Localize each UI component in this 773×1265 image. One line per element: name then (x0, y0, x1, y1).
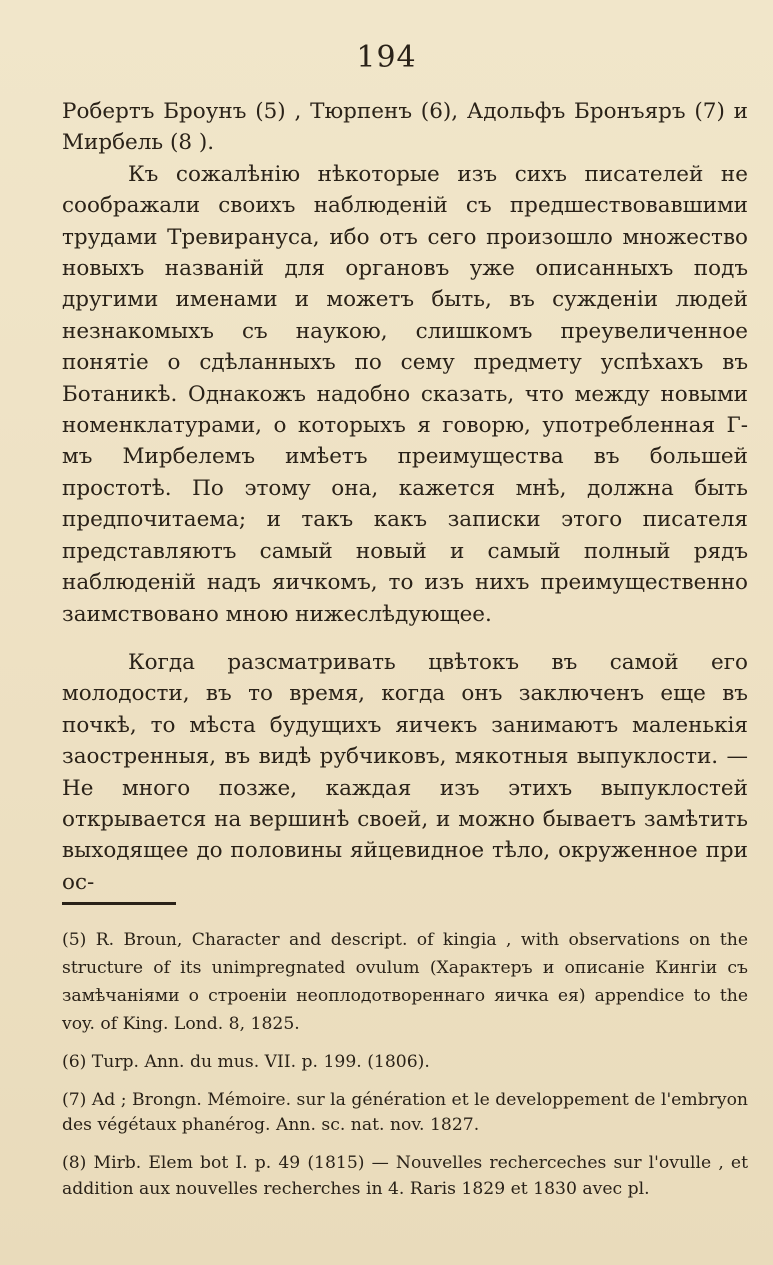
page-number: 194 (356, 40, 417, 75)
footnotes (62, 926, 748, 1215)
footnote-7: (7) Ad ; Brongn. Mémoire. sur la génération et le developpement de l'embryon des végétaux phanérog. Ann. sc. nat. nov. 1827. (62, 1089, 748, 1136)
footnote-6: (6) Turp. Ann. du mus. VII. p. 199. (1806). (62, 1052, 430, 1072)
paragraph-2: Къ сожалѣнію нѣкоторые изъ сихъ писателей не соображали своихъ наблюденій съ предшествовавшими трудами Тревирануса, ибо отъ сего произошло множество новыхъ названій для органовъ уже описанныхъ подъ другими именами и можетъ быть, въ сужденіи людей незнакомыхъ съ наукою, слишкомъ преувеличенное понятіе о сдѣланныхъ по сему предмету успѣхахъ въ Ботаникѣ. Однакожъ надобно сказать, что между новыми номенклатурами, о которыхъ я говорю, употребленная Г-мъ Мирбелемъ имѣетъ преимущества въ большей простотѣ. По этому она, кажется мнѣ, должна быть предпочитаема; и такъ какъ записки этого писателя представляютъ самый новый и самый полный рядъ наблюденій надъ яичкомъ, то изъ нихъ преимущественно заимствовано мною нижеслѣдующее. (62, 161, 748, 627)
footnote-5: (5) R. Broun, Character and descript. of kingia , with observations on the structure of its unimpregnated ovulum (Характеръ и описаніе Кингіи съ замѣчаніями о строеніи неоплодотвореннаго яичка ея) appendice to the voy. of King. Lond. 8, 1825. (62, 930, 748, 1034)
footnote-divider (62, 902, 176, 905)
main-text (62, 96, 748, 898)
footnote-8: (8) Mirb. Elem bot I. p. 49 (1815) — Nouvelles recherceches sur l'ovulle , et addition aux nouvelles recherches in 4. Raris 1829 et 1830 avec pl. (62, 1153, 748, 1199)
paragraph-1: Робертъ Броунъ (5) , Тюрпенъ (6), Адольфъ Бронъяръ (7) и Мирбель (8 ). (62, 99, 748, 156)
paragraph-3: Когда разсматривать цвѣтокъ въ самой его молодости, въ то время, когда онъ заключенъ еще въ почкѣ, то мѣста будущихъ яичекъ занимаютъ маленькія заостренныя, въ видѣ рубчиковъ, мякотныя выпуклости. — Не много позже, каждая изъ этихъ выпуклостей открывается на вершинѣ своей, и можно бываетъ замѣтить выходящее до половины яйцевидное тѣло, окруженное при ос- (62, 649, 748, 895)
